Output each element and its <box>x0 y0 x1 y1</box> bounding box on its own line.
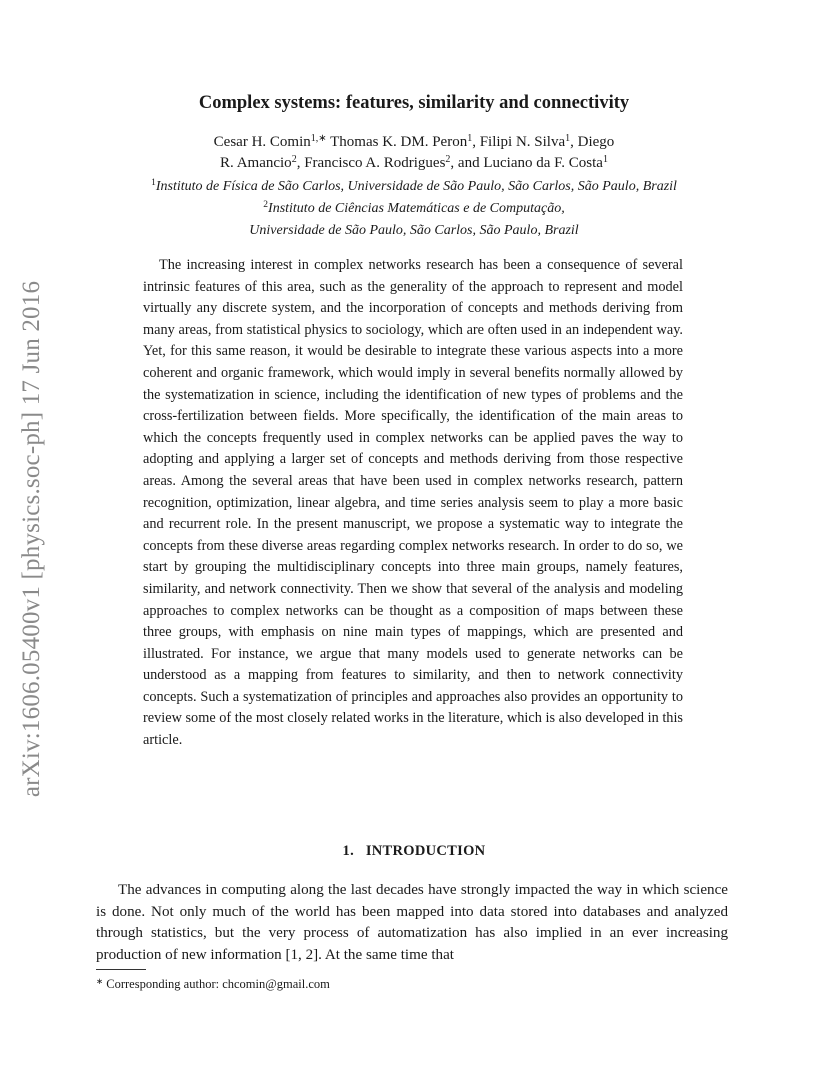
section-title: INTRODUCTION <box>365 843 486 859</box>
author-list <box>0 132 828 174</box>
author-name: Filipi N. Silva <box>479 134 566 150</box>
intro-paragraph: The advances in computing along the last decades have strongly impacted the way in which science is done. Not only much of the world has been mapped into data stored into databases and analyzed through statistics, but the very process of automatization has also implied in an ever increasing production of new information [1, 2]. At the same time that <box>96 882 728 963</box>
affiliation-mark: 1 <box>602 154 608 165</box>
author-name: Luciano da F. Costa <box>483 155 603 171</box>
footnote-mark: ∗ <box>96 976 104 986</box>
author-line-1: Cesar H. Comin$^{1,∗}$ Thomas K. DM. Peron$^1$, Filipi N. Silva$^1$, Diego <box>213 133 615 150</box>
footnote <box>96 976 728 992</box>
arxiv-identifier-text: arXiv:1606.05400v1 [physics.soc-ph] 17 Jun 2016 <box>18 280 46 797</box>
affiliation-mark: 2 <box>263 200 269 210</box>
section-heading <box>0 843 828 860</box>
affiliation-text: Instituto de Ciências Matemáticas e de Computação, <box>268 201 565 216</box>
author-name: Thomas K. DM. Peron <box>330 134 468 150</box>
affiliation-mark: 1,∗ <box>310 133 327 144</box>
affiliation-2 <box>0 198 828 220</box>
author-name: Cesar H. Comin <box>213 134 311 150</box>
footnote-text: Corresponding author: chcomin@gmail.com <box>106 977 330 991</box>
affiliation-mark: 1 <box>565 133 571 144</box>
footnote-rule <box>96 969 146 970</box>
affiliation-mark: 2 <box>445 154 451 165</box>
paper-title: Complex systems: features, similarity and connectivity <box>198 93 630 113</box>
section-number: 1. <box>342 843 355 859</box>
affiliation-block <box>0 176 828 242</box>
abstract: The increasing interest in complex networks research has been a consequence of several intrinsic features of this area, such as the generality of the approach to represent and model virtually any discrete system, and the incorporation of concepts and methods deriving from many areas, from statistical physics to sociology, which are often used in an independent way. Yet, for this same reason, it would be desirable to integrate these various aspects into a more coherent and organic framework, which would imply in several benefits normally allowed by the systematization in science, including the identification of new types of problems and the cross-fertilization between fields. More specifically, the identification of the main areas to which the concepts frequently used in complex networks can be applied paves the way to adopting and applying a larger set of concepts and methods deriving from those respective areas. Among the several areas that have been used in complex networks research, pattern recognition, optimization, linear algebra, and time series analysis seem to play a more basic and recurrent role. In the present manuscript, we propose a systematic way to integrate the concepts from these diverse areas regarding complex networks research. In order to do so, we start by grouping the multidisciplinary concepts into three main groups, namely features, similarity, and network connectivity. Then we show that several of the analysis and modeling approaches to complex networks can be thought as a composition of maps between these three groups, with emphasis on nine main types of mappings, which are presented and illustrated. For instance, we argue that many models used to generate networks can be understood as a mapping from features to similarity, and then to network connectivity concepts. Such a systematization of principles and approaches also provides an opportunity to review some of the most closely related works in the literature, which is also developed in this article. <box>143 257 683 749</box>
affiliation-mark: 2 <box>291 154 297 165</box>
affiliation-mark: 1 <box>151 178 156 188</box>
affiliation-mark: 1 <box>467 133 473 144</box>
author-name: Francisco A. Rodrigues <box>304 155 446 171</box>
arxiv-identifier-stamp <box>10 257 54 820</box>
author-name: Diego <box>577 134 615 150</box>
affiliation-1 <box>0 176 828 198</box>
author-line-2: R. Amancio$^2$, Francisco A. Rodrigues$^2$, and Luciano da F. Costa$^1$ <box>220 154 608 171</box>
affiliation-2-cont: Universidade de São Paulo, São Carlos, São Paulo, Brazil <box>249 223 579 238</box>
author-name: R. Amancio <box>220 155 292 171</box>
affiliation-text: Instituto de Física de São Carlos, Universidade de São Paulo, São Carlos, São Paulo, Brazil <box>155 179 677 194</box>
